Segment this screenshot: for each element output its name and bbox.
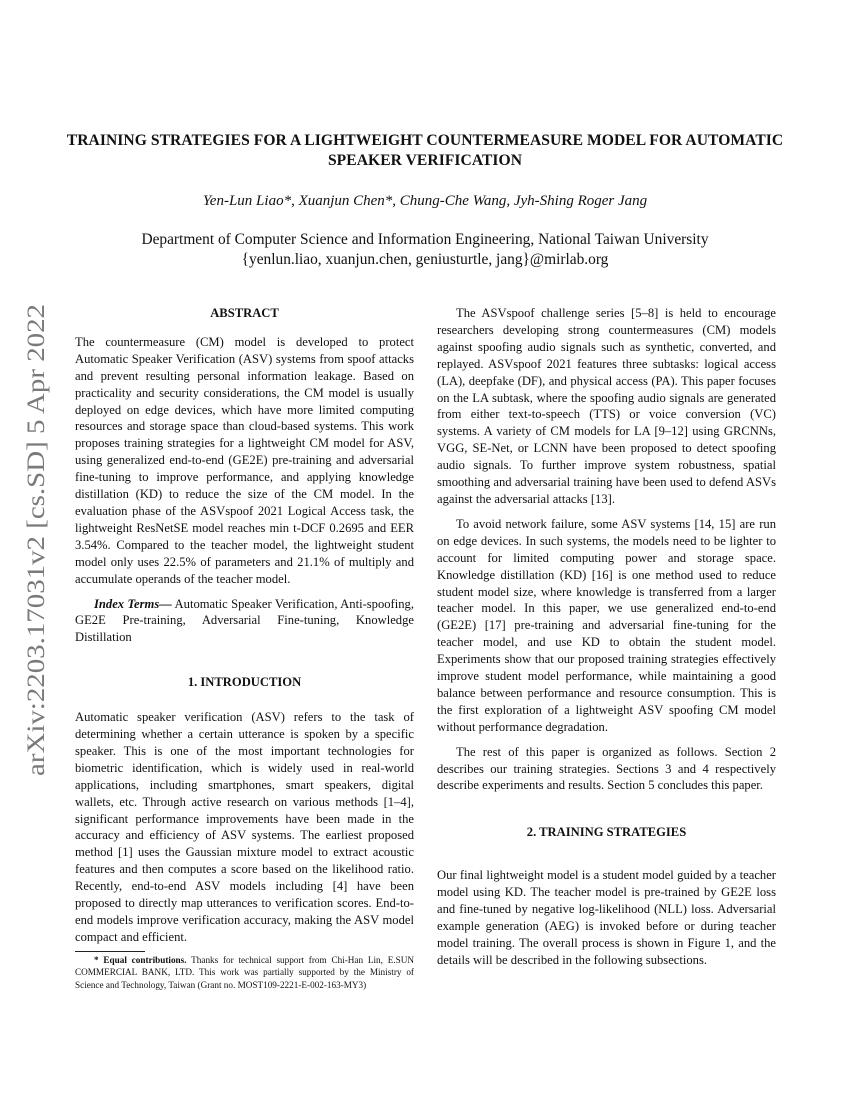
footnote-rule — [75, 951, 145, 952]
arxiv-id-text: arXiv:2203.17031v2 [cs.SD] 5 Apr 2022 — [23, 367, 50, 776]
affiliation-block — [60, 230, 790, 270]
right-column — [437, 305, 776, 969]
left-column — [75, 305, 414, 946]
arxiv-identifier — [8, 300, 58, 780]
index-terms-text: Automatic Speaker Verification, Anti-spoofing, GE2E Pre-training, Adversarial Fine-tuning, Knowledge Distillation — [75, 596, 414, 645]
abstract-text: The countermeasure (CM) model is developed to protect Automatic Speaker Verification (ASV) systems from spoof attacks and prevent resulting personal information leakage. Based on practicality and security considerations, the CM model is usually deployed on edge devices, which have more limited computing resources and storage space than cloud-based systems. This work proposes training strategies for a lightweight CM model for ASV, using generalized end-to-end (GE2E) pre-training and adversarial fine-tuning to improve performance, and applying knowledge distillation (KD) to reduce the size of the CM model. In the evaluation phase of the ASVspoof 2021 Logical Access task, the lightweight ResNetSE model reaches min t-DCF 0.2695 and EER 3.54%. Compared to the teacher model, the lightweight student model only uses 22.5% of parameters and 21.1% of multiply and accumulate operands of the teacher model. — [75, 334, 414, 586]
footnote-text — [75, 954, 414, 991]
author-emails: {yenlun.liao, xuanjun.chen, geniusturtle, jang}@mirlab.org — [241, 251, 609, 268]
affiliation: Department of Computer Science and Information Engineering, National Taiwan University — [141, 231, 709, 248]
intro-paragraph-2: The ASVspoof challenge series [5–8] is held to encourage researchers developing strong countermeasures (CM) models against spoofing audio signals such as synthetic, converted, and replayed. ASVspoof 2021 features three subtasks: logical access (LA), deepfake (DF), and physical access (PA). This paper focuses on the LA subtask, where the spoofing audio signals are generated from either text-to-speech (TTS) or voice conversion (VC) systems. A variety of CM models for LA [9–12] using GRCNNs, VGG, SE-Net, or LCNN have been proposed to detect spoofing audio signals. To further improve system robustness, spatial smoothing and adversarial training have been used to defend ASVs against the adversarial attacks [13]. — [437, 306, 776, 506]
intro-paragraph-1: Automatic speaker verification (ASV) refers to the task of determining whether a certain utterance is spoken by a specific speaker. This is one of the most important technologies for biometric identification, which is widely used in real-world applications, including smartphones, smart speakers, digital wallets, etc. Through active research on various methods [1–4], significant performance improvements have been made in the accuracy and efficiency of ASV systems. The earliest proposed method [1] uses the Gaussian mixture model to extract acoustic features and then computes a score based on the likelihood ratio. Recently, end-to-end ASV models including [4] have been proposed to directly map utterances to verification scores. End-to-end models improve verification accuracy, making the ASV model compact and efficient. — [75, 710, 414, 944]
footnote-lead: * Equal contributions. — [94, 955, 187, 965]
footnote — [75, 951, 414, 991]
footnote-body: Thanks for technical support from Chi-Han Lin, E.SUN COMMERCIAL BANK, LTD. This work was partially supported by the Ministry of Science and Technology, Taiwan (Grant no. MOST109-2221-E-002-163-MY3) — [75, 955, 415, 990]
section-1-heading: 1. INTRODUCTION — [187, 675, 302, 690]
intro-paragraph-3: To avoid network failure, some ASV systems [14, 15] are run on edge devices. In such systems, the models need to be lighter to account for limited computing power and storage space. Knowledge distillation (KD) [16] is one method used to reduce student model size, where knowledge is transferred from a larger teacher model. In this paper, we use generalized end-to-end (GE2E) [17] pre-training and adversarial fine-tuning for the teacher model, and use KD to obtain the student model. Experiments show that our proposed training strategies effectively improve student model performance, while maintaining a good balance between performance and resource consumption. This is the first exploration of a lightweight ASV spoofing CM model without performance degradation. — [437, 516, 776, 734]
index-terms — [75, 596, 414, 647]
index-terms-label: Index Terms— — [94, 596, 172, 611]
paper-title: TRAINING STRATEGIES FOR A LIGHTWEIGHT COUNTERMEASURE MODEL FOR AUTOMATIC SPEAKER VERIFICATION — [66, 132, 784, 169]
intro-paragraph-4: The rest of this paper is organized as follows. Section 2 describes our training strategies. Sections 3 and 4 respectively describe experiments and results. Section 5 concludes this paper. — [437, 744, 776, 793]
strategies-paragraph-1: Our final lightweight model is a student model guided by a teacher model using KD. The teacher model is pre-trained by GE2E loss and fine-tuned by negative log-likelihood (NLL) loss. Adversarial example generation (AEG) is invoked before or during teacher model training. The overall process is shown in Figure 1, and the details will be described in the following subsections. — [437, 868, 776, 967]
section-2-heading: 2. TRAINING STRATEGIES — [526, 825, 687, 840]
author-list: Yen-Lun Liao*, Xuanjun Chen*, Chung-Che Wang, Jyh-Shing Roger Jang — [202, 193, 648, 209]
abstract-heading: ABSTRACT — [210, 306, 279, 320]
